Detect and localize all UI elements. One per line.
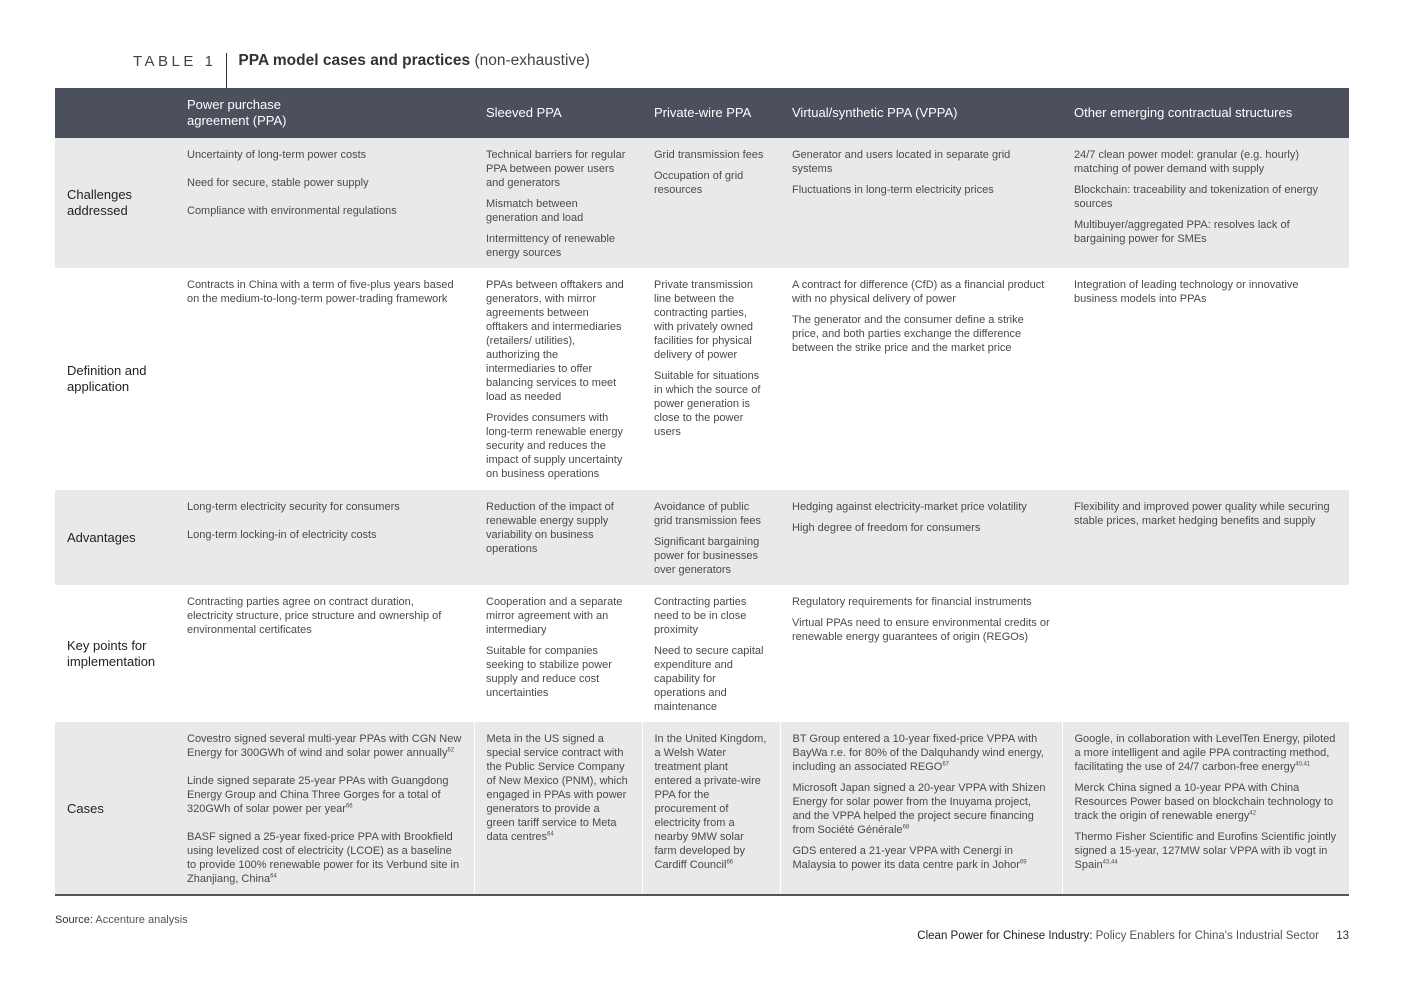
cell-text: Suitable for situations in which the source of power generation is close to the power users [654, 370, 761, 438]
cell-paragraph [487, 732, 630, 844]
cell-text: Regulatory requirements for financial instruments [792, 596, 1032, 608]
cell-paragraph [187, 176, 462, 190]
cell-text: Microsoft Japan signed a 20-year VPPA with Shizen Energy for solar power from the Inuyama project, and the VPPA helped the project secure financing from Société Générale [792, 782, 1046, 836]
cell-paragraph [1074, 500, 1337, 528]
cell-text: Avoidance of public grid transmission fees [654, 501, 761, 527]
table-cell [642, 490, 780, 585]
cell-text: Meta in the US signed a special service contract with the Public Service Company of New Mexico (PNM), which engaged in PPAs with power generators to provide a green tariff service to Meta data centres [486, 733, 628, 843]
cell-paragraph [793, 781, 1050, 837]
cell-text: Merck China signed a 10-year PPA with China Resources Power based on blockchain technology to track the origin of renewable energy [1074, 782, 1334, 822]
cell-paragraph [792, 148, 1050, 176]
cell-paragraph [187, 204, 462, 218]
cell-paragraph [792, 500, 1050, 514]
cell-text: Need to secure capital expenditure and capability for operations and maintenance [654, 645, 764, 713]
table-caption [133, 50, 590, 88]
cell-text: PPAs between offtakers and generators, with mirror agreements between offtakers and intermediaries (retailers/ utilities), authorizing the intermediaries to offer balancing services to meet load as needed [486, 279, 624, 403]
table-cell [780, 585, 1062, 722]
cell-text: Uncertainty of long-term power costs [187, 149, 367, 161]
cell-paragraph [1075, 732, 1338, 774]
table-title-sub: (non-exhaustive) [474, 52, 590, 69]
table-cell [780, 722, 1062, 895]
cell-text: Technical barriers for regular PPA between power users and generators [486, 149, 626, 189]
table-cell [474, 268, 642, 490]
cell-text: Google, in collaboration with LevelTen Energy, piloted a more intelligent and agile PPA contracting method, facilitating the use of 24/7 carbon-free energy [1074, 733, 1336, 773]
cell-text: Fluctuations in long-term electricity prices [792, 184, 994, 196]
cell-text: BT Group entered a 10-year fixed-price VPPA with BayWa r.e. for 80% of the Dalquhandy wind energy, including an associated REGO [792, 733, 1044, 773]
row-header: Cases [55, 722, 175, 895]
cell-text: Contracting parties need to be in close proximity [654, 596, 747, 636]
cell-paragraph [486, 148, 630, 190]
cell-text: BASF signed a 25-year fixed-price PPA with Brookfield using levelized cost of electricity (LCOE) as a baseline to provide 100% renewable power for its Verbund site in Zhanjiang, China [187, 831, 460, 885]
footnote-ref: 43,44 [1102, 859, 1118, 866]
cell-paragraph [187, 278, 462, 306]
cell-text: In the United Kingdom, a Welsh Water treatment plant entered a private-wire PPA for the procurement of electricity from a nearby 9MW solar farm developed by Cardiff Council [654, 733, 767, 871]
cell-text: Occupation of grid resources [654, 170, 744, 196]
cell-text: GDS entered a 21-year VPPA with Cenergi in Malaysia to power its data centre park in Johor [792, 845, 1020, 871]
table-cell [474, 585, 642, 722]
cell-paragraph [654, 644, 768, 714]
cell-text: Linde signed separate 25-year PPAs with Guangdong Energy Group and China Three Gorges for a total of 320GWh of solar power per year [187, 775, 449, 815]
cell-text: Contracting parties agree on contract duration, electricity structure, price structure and ownership of environmental certificates [187, 596, 442, 636]
table-row [55, 585, 1349, 722]
source-note [55, 914, 188, 926]
table-cell [175, 490, 474, 585]
cell-paragraph [654, 595, 768, 637]
cell-paragraph [654, 535, 768, 577]
table-cell [1062, 138, 1349, 268]
cell-paragraph [486, 411, 630, 481]
cell-text: Hedging against electricity-market price volatility [792, 501, 1027, 513]
cell-paragraph [654, 278, 768, 362]
row-header: Key points for implementation [55, 585, 175, 722]
table-cell [1062, 268, 1349, 490]
table-cell [780, 268, 1062, 490]
footnote-ref: 42 [1249, 810, 1257, 817]
cell-paragraph [187, 774, 462, 816]
cell-text: Integration of leading technology or innovative business models into PPAs [1074, 279, 1299, 305]
table-header-row [55, 88, 1349, 138]
cell-text: Flexibility and improved power quality while securing stable prices, market hedging benefits and supply [1074, 501, 1330, 527]
footer-title: Clean Power for Chinese Industry: [917, 930, 1093, 942]
table-row [55, 722, 1349, 895]
cell-paragraph [486, 500, 630, 556]
cell-text: A contract for difference (CfD) as a financial product with no physical delivery of power [792, 279, 1045, 305]
footnote-ref: 64 [547, 831, 554, 838]
cell-paragraph [486, 644, 630, 700]
table-cell [642, 138, 780, 268]
cell-paragraph [654, 500, 768, 528]
column-header-other-structures: Other emerging contractual structures [1062, 88, 1349, 138]
table-cell [175, 585, 474, 722]
cell-text: Thermo Fisher Scientific and Eurofins Scientific jointly signed a 15-year, 127MW solar VPPA with ib vogt in Spain [1074, 831, 1337, 871]
footnote-ref: 67 [942, 761, 949, 768]
table-cell [642, 585, 780, 722]
table-row [55, 490, 1349, 585]
cell-text: Reduction of the impact of renewable energy supply variability on business operations [486, 501, 614, 555]
cell-paragraph [792, 595, 1050, 609]
cell-paragraph [1074, 218, 1337, 246]
cell-paragraph [792, 278, 1050, 306]
cell-text: Need for secure, stable power supply [187, 177, 369, 189]
cell-paragraph [1074, 148, 1337, 176]
table-cell [474, 490, 642, 585]
cell-text: Contracts in China with a term of five-plus years based on the medium-to-long-term power-trading framework [187, 279, 454, 305]
ppa-table [55, 88, 1349, 896]
row-header: Challenges addressed [55, 138, 175, 268]
cell-text: Blockchain: traceability and tokenization of energy sources [1074, 184, 1318, 210]
cell-text: Covestro signed several multi-year PPAs with CGN New Energy for 300GWh of wind and solar power annually [187, 733, 462, 759]
cell-paragraph [654, 148, 768, 162]
cell-paragraph [187, 148, 462, 162]
source-text: Accenture analysis [95, 914, 188, 926]
column-header-private-wire-ppa: Private-wire PPA [642, 88, 780, 138]
footnote-ref: 66 [345, 803, 353, 810]
cell-text: Cooperation and a separate mirror agreement with an intermediary [486, 596, 623, 636]
cell-text: Long-term electricity security for consumers [187, 501, 400, 513]
cell-text: Compliance with environmental regulations [187, 205, 397, 217]
footnote-ref: 62 [447, 747, 455, 754]
cell-paragraph [654, 369, 768, 439]
cell-paragraph [486, 232, 630, 260]
cell-text: Suitable for companies seeking to stabilize power supply and reduce cost uncertainties [486, 645, 612, 699]
column-header-empty [55, 88, 175, 138]
footnote-ref: 69 [1019, 859, 1027, 866]
footer-subtitle: Policy Enablers for China's Industrial Sector [1095, 930, 1319, 942]
table-cell [474, 722, 642, 895]
cell-paragraph [792, 313, 1050, 355]
footnote-ref: 68 [902, 824, 910, 831]
cell-paragraph [187, 732, 462, 760]
cell-text: Generator and users located in separate grid systems [792, 149, 1011, 175]
cell-paragraph [486, 197, 630, 225]
cell-text: Grid transmission fees [654, 149, 764, 161]
cell-text: Provides consumers with long-term renewable energy security and reduces the impact of supply uncertainty on business operations [486, 412, 623, 480]
cell-paragraph [793, 844, 1050, 872]
table-row [55, 268, 1349, 490]
cell-paragraph [486, 595, 630, 637]
cell-text: Mismatch between generation and load [486, 198, 584, 224]
table-label: TABLE 1 [133, 53, 227, 89]
cell-text: Multibuyer/aggregated PPA: resolves lack of bargaining power for SMEs [1074, 219, 1290, 245]
column-header-ppa: Power purchase agreement (PPA) [175, 88, 474, 138]
table-row [55, 138, 1349, 268]
page-number: 13 [1336, 930, 1349, 942]
cell-text: High degree of freedom for consumers [792, 522, 981, 534]
source-label: Source: [55, 914, 93, 926]
column-header-vppa: Virtual/synthetic PPA (VPPA) [780, 88, 1062, 138]
table-cell [175, 138, 474, 268]
cell-paragraph [486, 278, 630, 404]
cell-paragraph [655, 732, 768, 872]
footnote-ref: 66 [726, 859, 734, 866]
table-cell [474, 138, 642, 268]
cell-text: Private transmission line between the contracting parties, with privately owned facilities for physical delivery of power [654, 279, 754, 361]
cell-paragraph [654, 169, 768, 197]
cell-paragraph [1075, 830, 1338, 872]
cell-paragraph [793, 732, 1050, 774]
cell-paragraph [792, 521, 1050, 535]
cell-paragraph [1075, 781, 1338, 823]
table-cell [175, 722, 474, 895]
cell-paragraph [1074, 278, 1337, 306]
table-cell [1062, 585, 1349, 722]
table-cell [642, 268, 780, 490]
table-title-main: PPA model cases and practices [238, 52, 471, 69]
cell-text: Virtual PPAs need to ensure environmental credits or renewable energy guarantees of origin (REGOs) [792, 617, 1050, 643]
table-cell [1062, 722, 1349, 895]
table-cell [642, 722, 780, 895]
cell-paragraph [792, 183, 1050, 197]
cell-paragraph [187, 500, 462, 514]
cell-paragraph [187, 830, 462, 886]
cell-paragraph [187, 595, 462, 637]
table-title [238, 52, 590, 70]
cell-paragraph [1074, 183, 1337, 211]
cell-paragraph [792, 616, 1050, 644]
table-cell [175, 268, 474, 490]
column-header-sleeved-ppa: Sleeved PPA [474, 88, 642, 138]
cell-text: The generator and the consumer define a strike price, and both parties exchange the difference between the strike price and the market price [792, 314, 1024, 354]
page-footer [917, 930, 1349, 942]
table-cell [780, 490, 1062, 585]
footnote-ref: 64 [270, 873, 277, 880]
cell-paragraph [187, 528, 462, 542]
table-cell [1062, 490, 1349, 585]
footnote-ref: 40,41 [1295, 761, 1311, 768]
cell-text: Significant bargaining power for businesses over generators [654, 536, 760, 576]
table-cell [780, 138, 1062, 268]
cell-text: 24/7 clean power model: granular (e.g. hourly) matching of power demand with supply [1074, 149, 1300, 175]
row-header: Definition and application [55, 268, 175, 490]
cell-text: Long-term locking-in of electricity costs [187, 529, 377, 541]
cell-text: Intermittency of renewable energy sources [486, 233, 616, 259]
row-header: Advantages [55, 490, 175, 585]
